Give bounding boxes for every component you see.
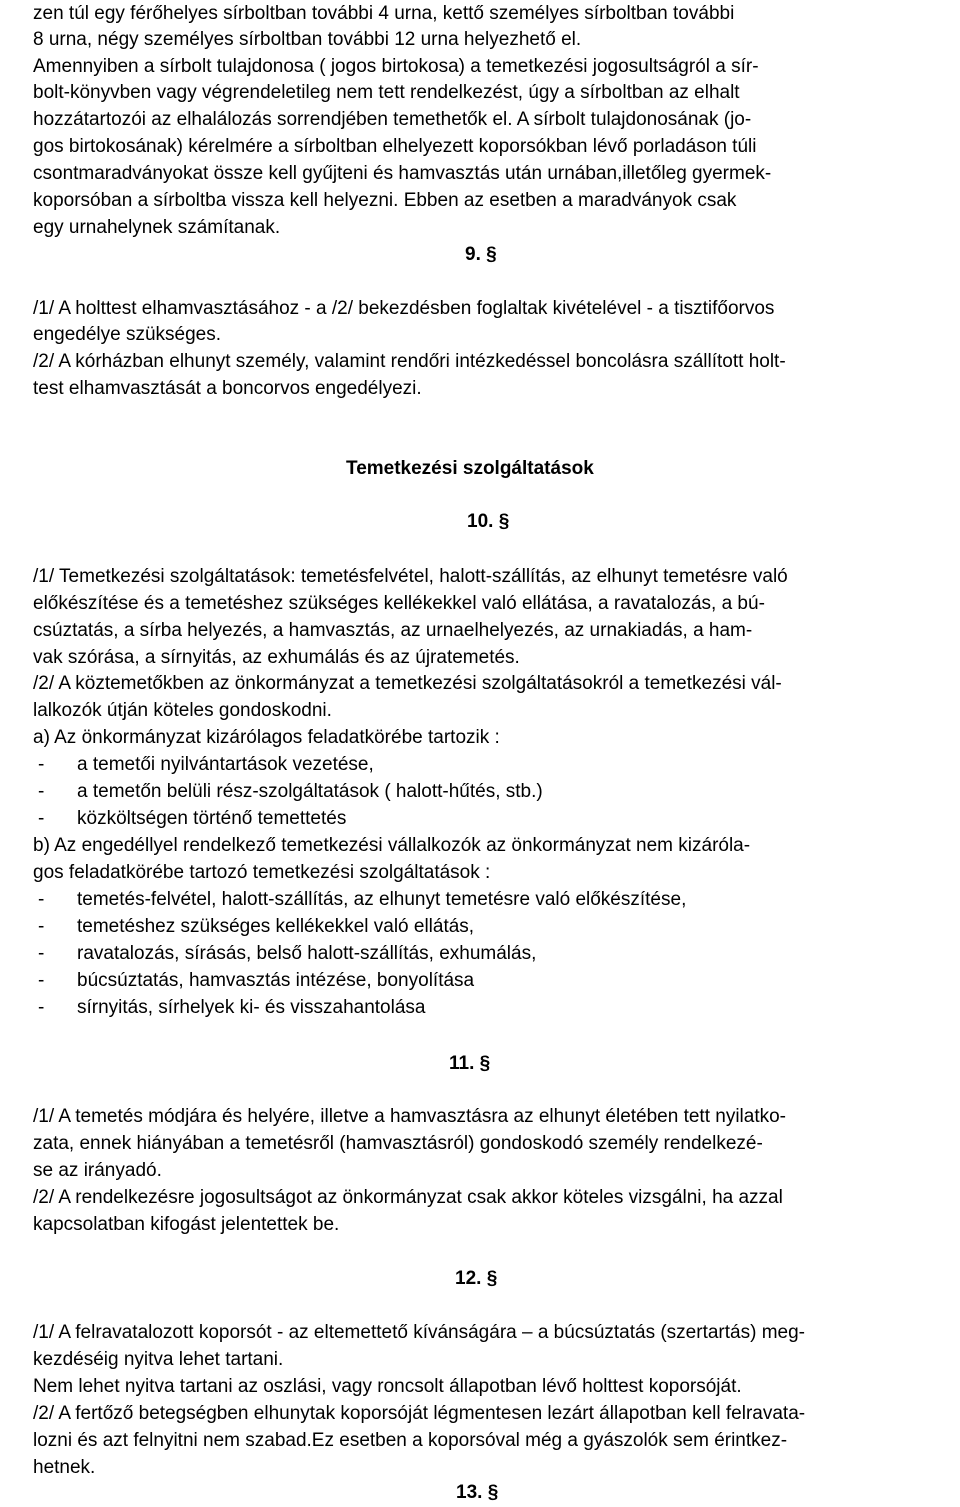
text-line: vak szórása, a sírnyitás, az exhumálás és az újratemetés. [33, 647, 520, 668]
text-line: /1/ Temetkezési szolgáltatások: temetésfelvétel, halott-szállítás, az elhunyt temetésre való [33, 566, 788, 587]
text-line: zen túl egy férőhelyes sírboltban további 4 urna, kettő személyes sírboltban további [33, 3, 735, 24]
text-line: Amennyiben a sírbolt tulajdonosa ( jogos birtokosa) a temetkezési jogosultságról a sír- [33, 56, 759, 77]
list-item: közköltségen történő temettetés [77, 808, 347, 829]
list-bullet: - [38, 970, 45, 991]
list-bullet: - [38, 754, 45, 775]
text-line: Nem lehet nyitva tartani az oszlási, vagy roncsolt állapotban lévő holttest koporsóját. [33, 1376, 742, 1397]
text-line: gos feladatkörébe tartozó temetkezési szolgáltatások : [33, 862, 491, 883]
list-item: a temetőn belüli rész-szolgáltatások ( halott-hűtés, stb.) [77, 781, 543, 802]
section-number-11: 11. § [449, 1053, 491, 1074]
text-line: test elhamvasztását a boncorvos engedélyezi. [33, 378, 422, 399]
text-line: csúztatás, a sírba helyezés, a hamvasztás, az urnaelhelyezés, az urnakiadás, a ham- [33, 620, 753, 641]
text-line: kapcsolatban kifogást jelentettek be. [33, 1214, 340, 1235]
section-number-9: 9. § [465, 244, 497, 265]
text-line: /2/ A fertőző betegségben elhunytak koporsóját légmentesen lezárt állapotban kell felravata- [33, 1403, 806, 1424]
list-bullet: - [38, 943, 45, 964]
section-number-12: 12. § [455, 1268, 498, 1289]
text-line: csontmaradványokat össze kell gyűjteni és hamvasztás után urnában,illetőleg gyermek- [33, 163, 772, 184]
text-line: /2/ A köztemetőkben az önkormányzat a temetkezési szolgáltatásokról a temetkezési vál- [33, 673, 782, 694]
text-line: lalkozók útján köteles gondoskodni. [33, 700, 332, 721]
list-bullet: - [38, 781, 45, 802]
text-line: se az irányadó. [33, 1160, 162, 1181]
list-bullet: - [38, 889, 45, 910]
list-item: a temetői nyilvántartások vezetése, [77, 754, 374, 775]
text-line: előkészítése és a temetéshez szükséges kellékekkel való ellátása, a ravatalozás, a bú- [33, 593, 765, 614]
text-line: bolt-könyvben vagy végrendeletileg nem tett rendelkezést, úgy a sírboltban az elhalt [33, 82, 740, 103]
text-line: koporsóban a sírboltba vissza kell helyezni. Ebben az esetben a maradványok csak [33, 190, 737, 211]
text-line: zata, ennek hiányában a temetésről (hamvasztásról) gondoskodó személy rendelkezé- [33, 1133, 763, 1154]
list-item: temetés-felvétel, halott-szállítás, az elhunyt temetésre való előkészítése, [77, 889, 687, 910]
text-line: egy urnahelynek számítanak. [33, 217, 281, 238]
text-line: gos birtokosának) kérelmére a sírboltban elhelyezett koporsókban lévő porladáson túli [33, 136, 757, 157]
text-line: lozni és azt felnyitni nem szabad.Ez esetben a koporsóval még a gyászolók sem érintkez- [33, 1430, 788, 1451]
text-line: b) Az engedéllyel rendelkező temetkezési vállalkozók az önkormányzat nem kizáróla- [33, 835, 751, 856]
text-line: hetnek. [33, 1457, 96, 1478]
section-number-10: 10. § [467, 511, 510, 532]
text-line: /1/ A felravatalozott koporsót - az eltemettető kívánságára – a búcsúztatás (szertartás) meg- [33, 1322, 805, 1343]
text-line: /1/ A holttest elhamvasztásához - a /2/ bekezdésben foglaltak kivételével - a tisztifőorvos [33, 298, 775, 319]
list-bullet: - [38, 808, 45, 829]
text-line: kezdéséig nyitva lehet tartani. [33, 1349, 284, 1370]
list-item: temetéshez szükséges kellékekkel való ellátás, [77, 916, 475, 937]
text-line: /2/ A kórházban elhunyt személy, valamint rendőri intézkedéssel boncolásra szállított holt- [33, 351, 786, 372]
list-item: búcsúztatás, hamvasztás intézése, bonyolítása [77, 970, 475, 991]
text-line: engedélye szükséges. [33, 324, 222, 345]
text-line: /2/ A rendelkezésre jogosultságot az önkormányzat csak akkor köteles vizsgálni, ha azzal [33, 1187, 783, 1208]
text-line: hozzátartozói az elhalálozás sorrendjében temethetők el. A sírbolt tulajdonosának (jo- [33, 109, 752, 130]
text-line: /1/ A temetés módjára és helyére, illetve a hamvasztásra az elhunyt életében tett nyilatko- [33, 1106, 787, 1127]
section-heading: Temetkezési szolgáltatások [346, 458, 594, 479]
list-item: sírnyitás, sírhelyek ki- és visszahantolása [77, 997, 426, 1018]
list-bullet: - [38, 916, 45, 937]
list-item: ravatalozás, sírásás, belső halott-szállítás, exhumálás, [77, 943, 537, 964]
text-line: a) Az önkormányzat kizárólagos feladatkörébe tartozik : [33, 727, 500, 748]
section-number-13: 13. § [456, 1482, 499, 1503]
text-line: 8 urna, négy személyes sírboltban további 12 urna helyezhető el. [33, 29, 582, 50]
list-bullet: - [38, 997, 45, 1018]
